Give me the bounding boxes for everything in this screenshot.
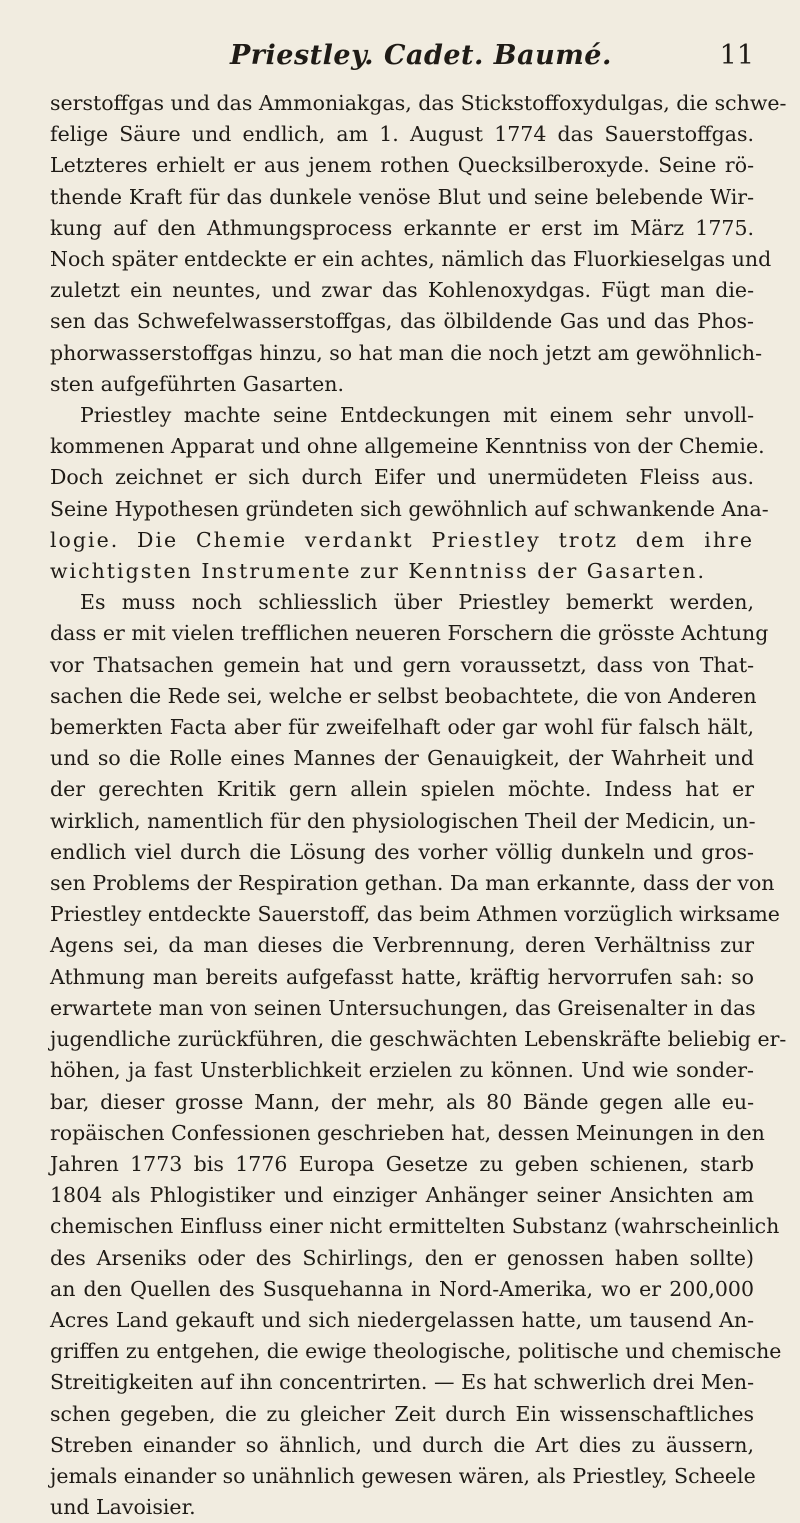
text-line: serstoffgas und das Ammoniakgas, das Stickstoffoxydulgas, die schwe- [50,91,787,115]
text-line: griffen zu entgehen, die ewige theologische, politische und chemische [50,1339,782,1364]
page-number: 11 [719,40,754,71]
text-line: der gerechten Kritik gern allein spielen möchte. Indess hat er [50,777,754,802]
text-line: wichtigsten Instrumente zur Kenntniss der Gasarten. [50,559,707,584]
text-line: 1804 als Phlogistiker und einziger Anhänger seiner Ansichten am [50,1183,754,1208]
text-line: bemerkten Facta aber für zweifelhaft oder gar wohl für falsch hält, [50,715,754,740]
text-line: Acres Land gekauft und sich niedergelassen hatte, um tausend An- [50,1307,754,1332]
running-title: Priestley. Cadet. Baumé. [230,40,612,71]
text-line: Agens sei, da man dieses die Verbrennung, deren Verhältniss zur [50,933,754,958]
text-line: Streben einander so ähnlich, und durch die Art dies zu äussern, [50,1432,754,1457]
text-line: Priestley entdeckte Sauerstoff, das beim Athmen vorzüglich wirksame [50,902,780,927]
text-line: sachen die Rede sei, welche er selbst beobachtete, die von Anderen [50,683,757,708]
text-line: höhen, ja fast Unsterblichkeit erzielen zu können. Und wie sonder- [50,1058,754,1083]
text-line: Es muss noch schliesslich über Priestley bemerkt werden, [80,590,754,615]
text-line: Athmung man bereits aufgefasst hatte, kräftig hervorrufen sah: so [50,964,754,989]
text-line: ropäischen Confessionen geschrieben hat, dessen Meinungen in den [50,1120,765,1145]
text-line: Seine Hypothesen gründeten sich gewöhnlich auf schwankende Ana- [50,496,769,521]
text-line: wirklich, namentlich für den physiologischen Theil der Medicin, un- [50,808,756,833]
text-line: sen Problems der Respiration gethan. Da man erkannte, dass der von [50,871,775,896]
text-line: dass er mit vielen trefflichen neueren Forschern die grösste Achtung [50,621,769,646]
text-line: Doch zeichnet er sich durch Eifer und unermüdeten Fleiss aus. [50,465,754,490]
text-line: logie. Die Chemie verdankt Priestley trotz dem ihre [50,527,754,552]
text-line: phorwasserstoffgas hinzu, so hat man die noch jetzt am gewöhnlich- [50,340,762,365]
text-line: sten aufgeführten Gasarten. [50,371,344,396]
text-line: des Arseniks oder des Schirlings, den er genossen haben sollte) [50,1245,754,1270]
text-line: thende Kraft für das dunkele venöse Blut und seine belebende Wir- [50,184,754,209]
text-line: und Lavoisier. [50,1495,196,1520]
text-line: kommenen Apparat und ohne allgemeine Kenntniss von der Chemie. [50,434,765,459]
text-line: endlich viel durch die Lösung des vorher völlig dunkeln und gros- [50,839,754,864]
text-line: schen gegeben, die zu gleicher Zeit durch Ein wissenschaftliches [50,1401,754,1426]
text-line: kung auf den Athmungsprocess erkannte er erst im März 1775. [50,215,754,240]
text-line: und so die Rolle eines Mannes der Genauigkeit, der Wahrheit und [50,746,754,771]
text-line: Jahren 1773 bis 1776 Europa Gesetze zu geben schienen, starb [50,1151,754,1176]
text-line: zuletzt ein neuntes, und zwar das Kohlenoxydgas. Fügt man die- [50,278,754,303]
text-line: Priestley machte seine Entdeckungen mit einem sehr unvoll- [80,403,754,428]
text-line: bar, dieser grosse Mann, der mehr, als 80 Bände gegen alle eu- [50,1089,754,1114]
text-line: erwartete man von seinen Untersuchungen, das Greisenalter in das [50,995,756,1020]
text-line: an den Quellen des Susquehanna in Nord-Amerika, wo er 200,000 [50,1276,754,1301]
text-line: felige Säure und endlich, am 1. August 1774 das Sauerstoffgas. [50,122,754,147]
text-line: Letzteres erhielt er aus jenem rothen Quecksilberoxyde. Seine rö- [50,153,754,178]
text-line: jemals einander so unähnlich gewesen wären, als Priestley, Scheele [50,1463,756,1488]
text-line: Noch später entdeckte er ein achtes, nämlich das Fluorkieselgas und [50,247,772,272]
text-line: jugendliche zurückführen, die geschwächten Lebenskräfte beliebig er- [50,1027,787,1052]
text-line: sen das Schwefelwasserstoffgas, das ölbildende Gas und das Phos- [50,309,754,334]
body-text [50,88,787,1523]
text-line: Streitigkeiten auf ihn concentrirten. — Es hat schwerlich drei Men- [50,1370,754,1395]
text-line: vor Thatsachen gemein hat und gern voraussetzt, dass von That- [50,652,754,677]
text-line: chemischen Einfluss einer nicht ermittelten Substanz (wahrscheinlich [50,1214,780,1239]
